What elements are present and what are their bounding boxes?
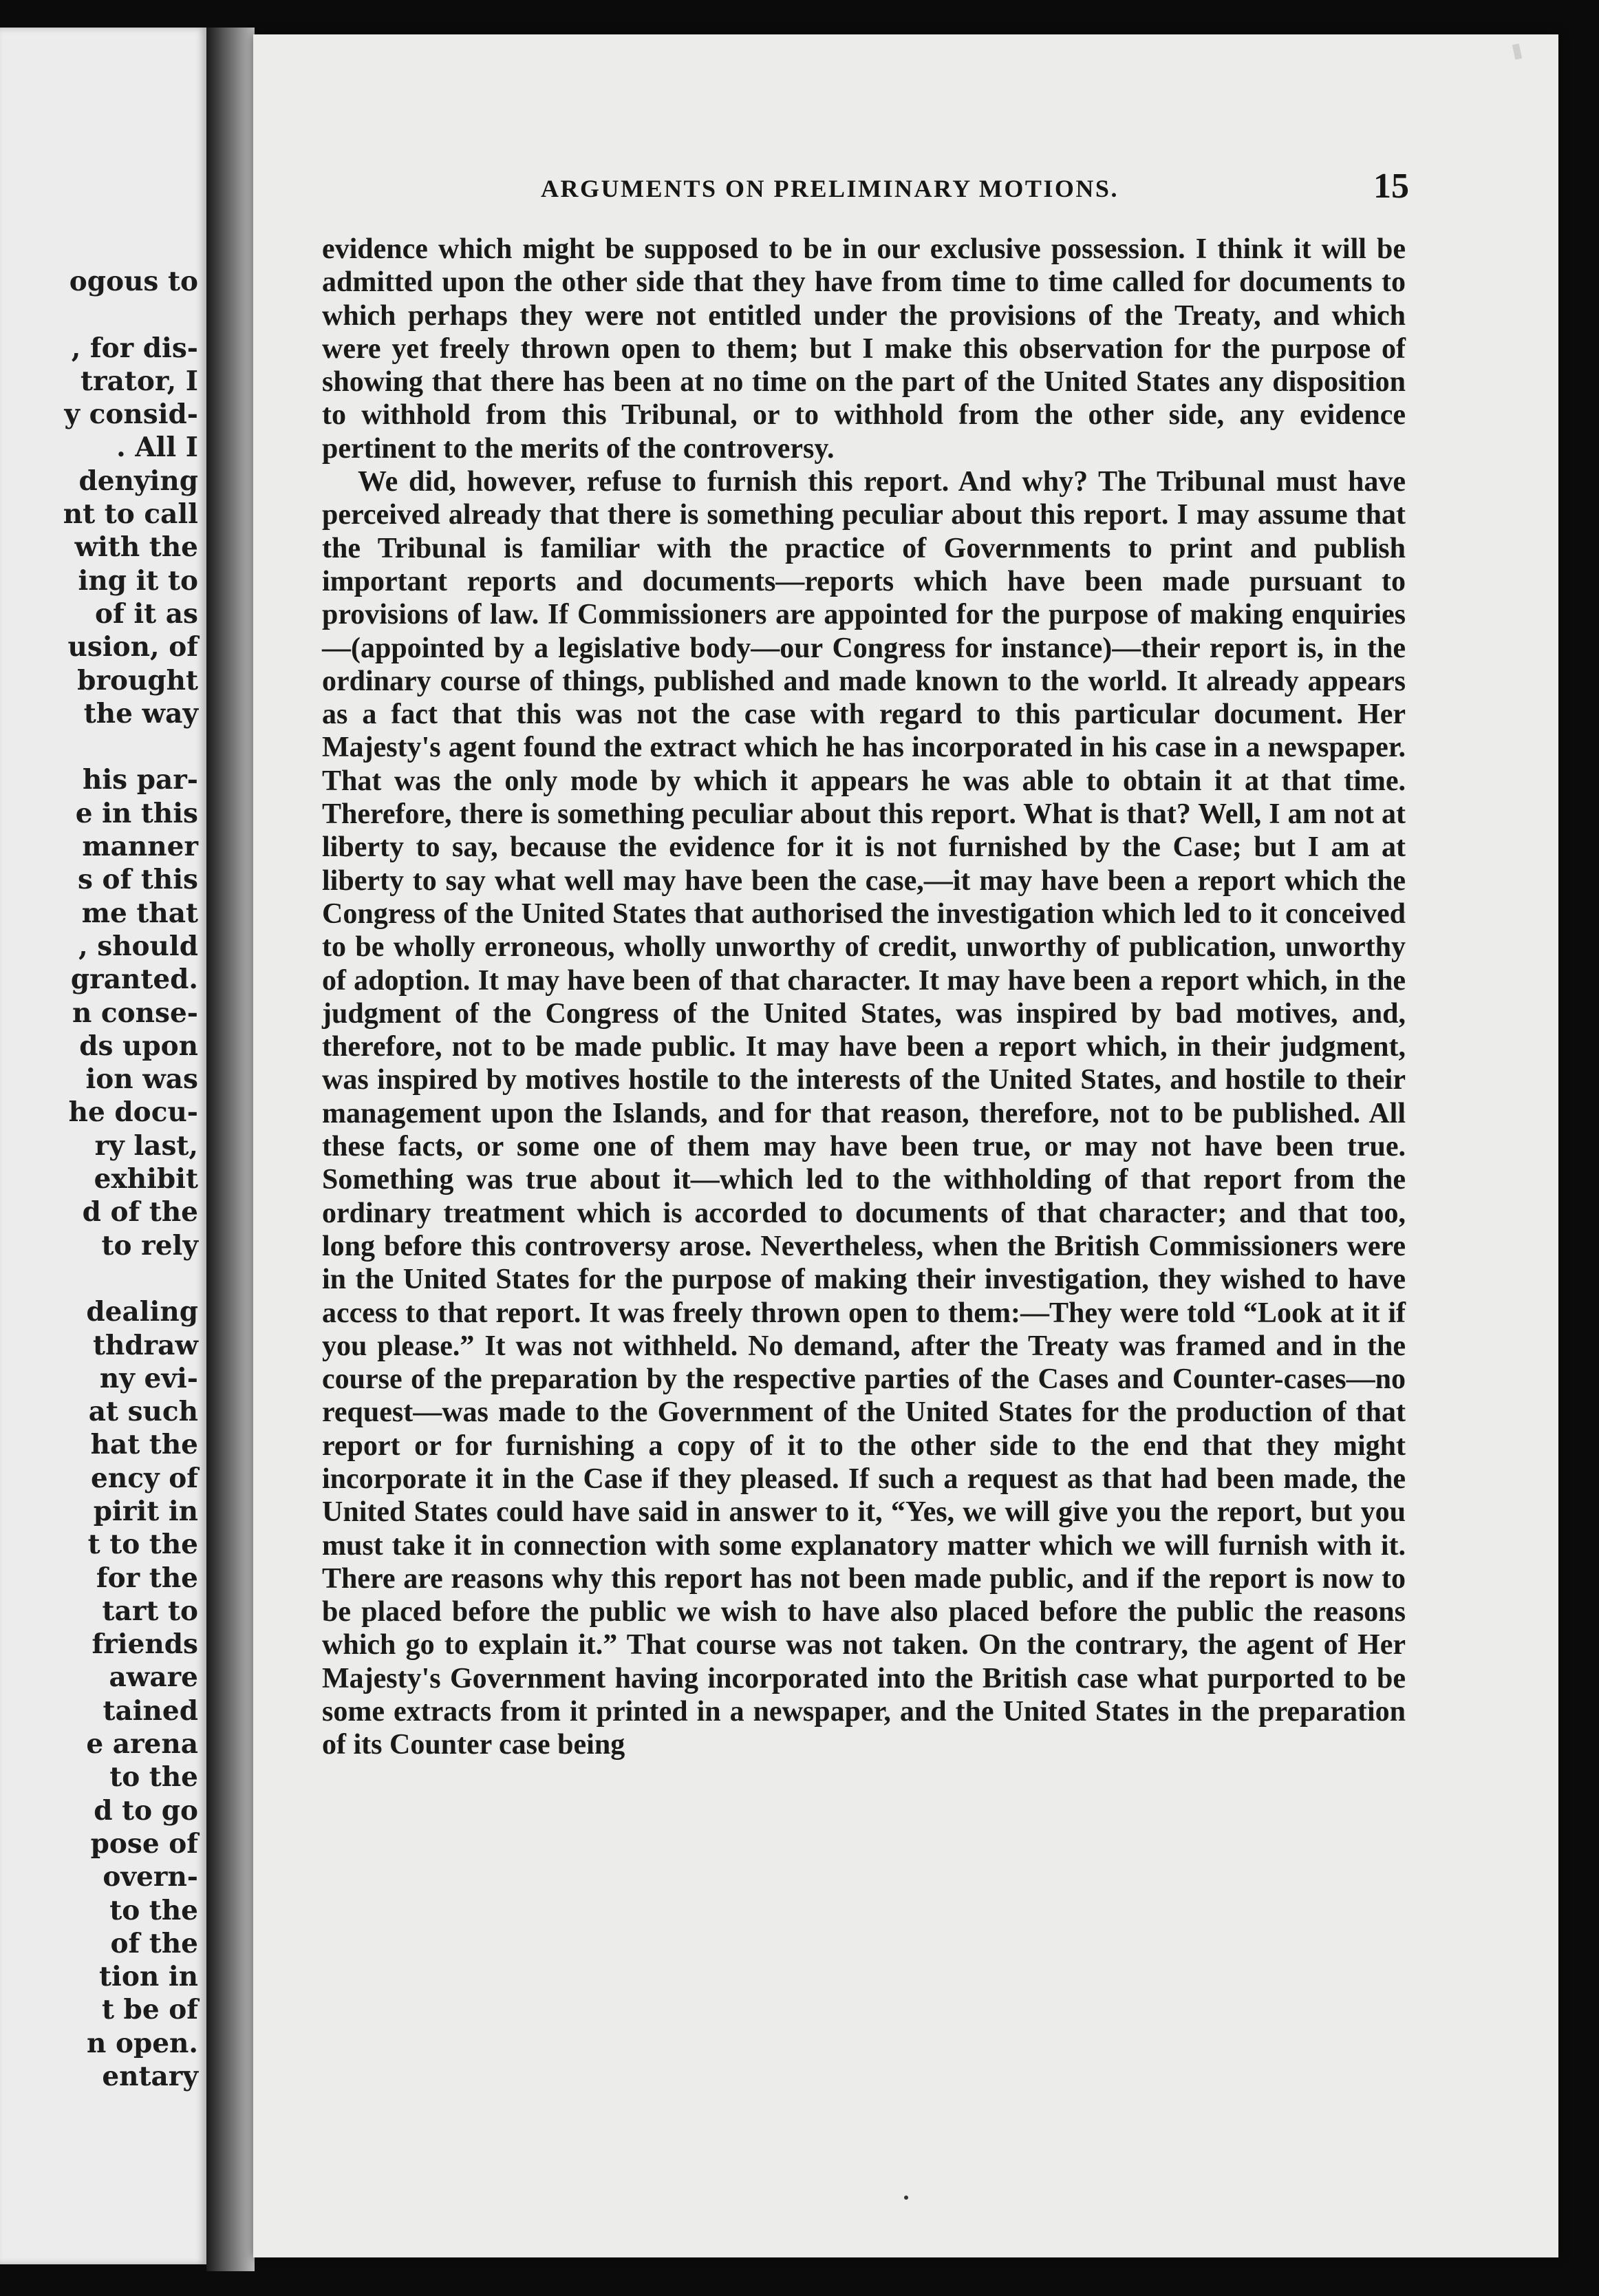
- left-page-line: tion in: [99, 1961, 198, 1993]
- left-page-line: hat the: [90, 1429, 198, 1461]
- left-page-line: to rely: [101, 1229, 198, 1262]
- left-page-line: ds upon: [79, 1030, 198, 1062]
- body-text: [322, 233, 1406, 1762]
- left-page-line: [0, 1262, 198, 1295]
- left-page-line: y consid-: [64, 398, 198, 431]
- left-page-line: e in this: [75, 797, 198, 829]
- left-page-line: ny evi-: [99, 1362, 198, 1394]
- left-page-line: [0, 730, 198, 763]
- left-page-line: [0, 298, 198, 331]
- left-page-line: pose of: [90, 1827, 198, 1860]
- left-page-line: s of this: [77, 864, 198, 896]
- left-page-line: trator, I: [81, 365, 198, 397]
- left-page-text: [0, 265, 198, 2093]
- left-page-line: granted.: [70, 964, 198, 996]
- left-page-line: . All I: [116, 432, 198, 464]
- left-page-line: aware: [109, 1661, 198, 1694]
- left-page-line: of the: [110, 1927, 198, 1959]
- left-page-line: , for dis-: [71, 332, 198, 364]
- page-number: 15: [1373, 167, 1409, 206]
- left-page-line: d to go: [94, 1794, 198, 1827]
- left-page-line: his par-: [83, 764, 198, 796]
- right-page: [253, 34, 1558, 2257]
- paragraph: We did, however, refuse to furnish this report. And why? The Tribunal must have perceived already that there is something peculiar about this report. I may assume that the Tribunal is familiar with the practice of Governments to print and publish important reports and documents—reports which have been made pursuant to provisions of law. If Commissioners are appointed for the purpose of making enquiries—(appointed by a legislative body—our Congress for instance)—their report is, in the ordinary course of things, published and made known to the world. It already appears as a fact that this was not the case with regard to this particular document. Her Majesty's agent found the extract which he has incorporated in his case in a newspaper. That was the only mode by which it appears he was able to obtain it at that time. Therefore, there is something peculiar about this report. What is that? Well, I am not at liberty to say, because the evidence for it is not furnished by the Case; but I am at liberty to say what well may have been the case,—it may have been a report which the Congress of the United States that authorised the investigation which led to it conceived to be wholly erroneous, wholly unworthy of credit, unworthy of publication, unworthy of adoption. It may have been of that character. It may have been a report which, in the judgment of the Congress of the United States, was inspired by bad motives, and, therefore, not to be made public. It may have been a report which, in their judgment, was inspired by motives hostile to the interests of the United States, and hostile to their management upon the Islands, and for that reason, therefore, not to be published. All these facts, or some one of them may have been true, or may not have been true. Something was true about it—which led to the withholding of that report from the ordinary treatment which is accorded to documents of that character; and that too, long before this controversy arose. Nevertheless, when the British Commissioners were in the United States for the purpose of making their investigation, they wished to have access to that report. It was freely thrown open to them:—They were told “Look at it if you please.” It was not withheld. No demand, after the Treaty was framed and in the course of the preparation by the respective parties of the Cases and Counter-cases—no request—was made to the Government of the United States for the production of that report or for furnishing a copy of it to the other side to the end that they might incorporate it in the Case if they pleased. If such a request as that had been made, the United States could have said in answer to it, “Yes, we will give you the report, but you must take it in connection with some explanatory matter which we will furnish with it. There are reasons why this report has not been made public, and if the report is now to be placed before the public we wish to have also placed before the public the reasons which go to explain it.” That course was not taken. On the contrary, the agent of Her Majesty's Government having incorporated into the British case what purported to be some extracts from it printed in a newspaper, and the United States in the preparation of its Counter case being: [322, 466, 1406, 1761]
- left-page-line: dealing: [86, 1296, 198, 1328]
- left-page-line: he docu-: [68, 1096, 198, 1129]
- left-page-line: friends: [92, 1628, 198, 1661]
- left-page-line: ency of: [91, 1462, 198, 1494]
- running-head: ARGUMENTS ON PRELIMINARY MOTIONS.: [541, 175, 1119, 202]
- left-page-line: tart to: [102, 1595, 198, 1627]
- left-page-line: denying: [78, 465, 198, 497]
- left-page-line: ion was: [85, 1063, 198, 1096]
- left-page-line: brought: [77, 664, 198, 697]
- left-page-line: at such: [88, 1396, 198, 1428]
- left-page-line: t be of: [101, 1994, 198, 2026]
- left-page-line: to the: [109, 1894, 198, 1926]
- left-page-line: ry last,: [94, 1129, 198, 1162]
- left-page-line: exhibit: [94, 1163, 198, 1195]
- left-page-line: for the: [96, 1562, 198, 1594]
- left-page-line: pirit in: [93, 1495, 198, 1527]
- left-page-line: the way: [83, 697, 198, 730]
- left-page-line: t to the: [87, 1529, 198, 1561]
- left-page-line: n conse-: [72, 997, 198, 1029]
- left-page-line: entary: [102, 2061, 198, 2093]
- page-mark: [1512, 43, 1522, 60]
- left-page-line: to the: [109, 1761, 198, 1794]
- printer-dot: [904, 2196, 908, 2200]
- left-page-line: nt to call: [63, 498, 198, 531]
- left-page-line: tained: [103, 1694, 198, 1727]
- left-page-line: overn-: [103, 1861, 198, 1893]
- left-page-line: usion, of: [67, 631, 198, 663]
- paragraph-continued: evidence which might be supposed to be in our exclusive possession. I think it will be admitted upon the other side that they have from time to time called for documents to which perhaps they were not entitled under the provisions of the Treaty, and which were yet freely thrown open to them; but I make this observation for the purpose of showing that there has been at no time on the part of the United States any disposition to withhold from this Tribunal, or to withhold from the other side, any evidence pertinent to the merits of the controversy.: [322, 233, 1406, 465]
- page-header: [253, 169, 1558, 210]
- left-page-line: thdraw: [92, 1329, 198, 1361]
- left-page-line: n open.: [87, 2027, 198, 2059]
- left-page-line: ogous to: [69, 266, 198, 297]
- left-page-line: manner: [82, 831, 198, 863]
- left-page-line: ing it to: [78, 564, 198, 597]
- left-page-line: d of the: [82, 1196, 198, 1229]
- left-page-line: of it as: [94, 597, 198, 630]
- book-gutter: [206, 28, 255, 2271]
- left-page-line: with the: [74, 531, 198, 564]
- left-page-line: , should: [78, 930, 198, 962]
- left-page-fragment: [0, 28, 206, 2264]
- left-page-line: me that: [81, 897, 198, 929]
- left-page-line: e arena: [86, 1728, 198, 1761]
